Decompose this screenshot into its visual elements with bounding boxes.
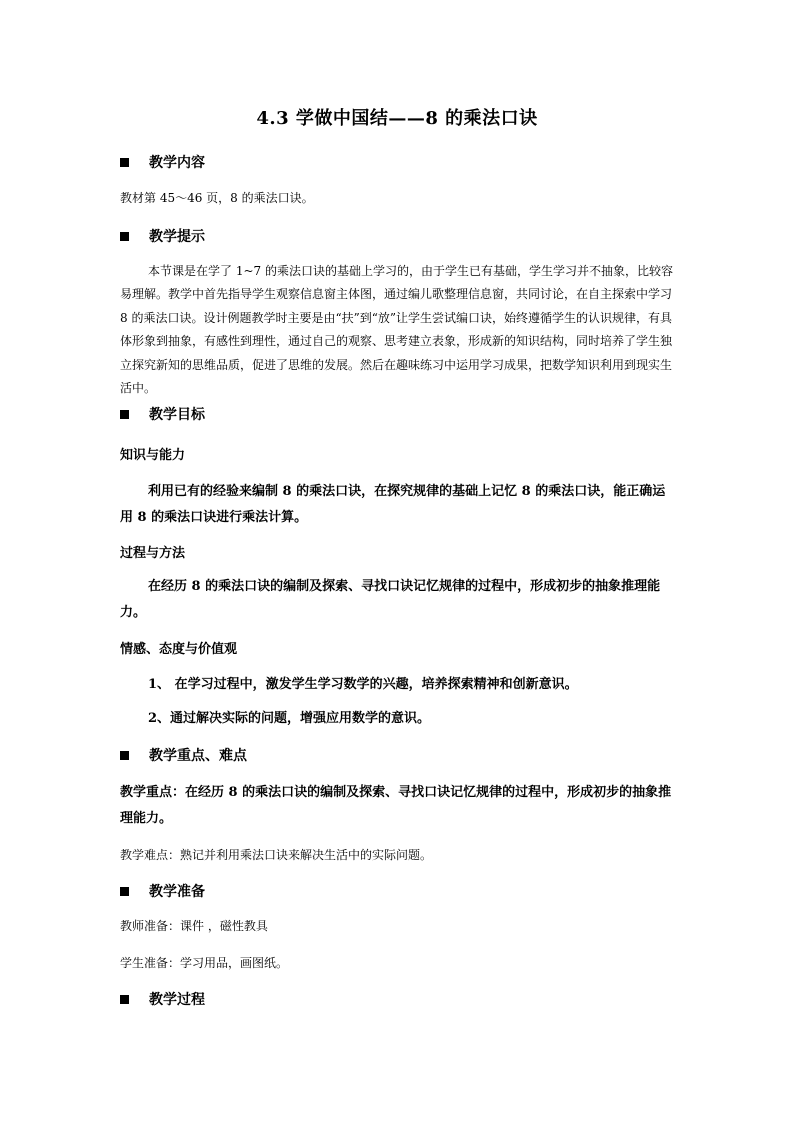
student-prep-text: 学生准备：学习用品，画图纸。	[120, 956, 289, 970]
teacher-prep-text: 教师准备：课件 ，磁性教具	[120, 919, 268, 933]
attitude-item-2: 2、通过解决实际的问题，增强应用数学的意识。	[148, 711, 431, 726]
section-heading-key-points	[120, 745, 247, 765]
page-title: 4.3 学做中国结——8 的乘法口诀	[256, 108, 538, 129]
process-label: 过程与方法	[120, 546, 186, 561]
knowledge-label: 知识与能力	[120, 448, 186, 463]
knowledge-text: 利用已有的经验来编制 8 的乘法口诀，在探究规律的基础上记忆 8 的乘法口诀，能正确运用 8 的乘法口诀进行乘法计算。	[120, 484, 666, 525]
bullet-square-icon	[120, 232, 129, 241]
key-point-text: 教学重点：在经历 8 的乘法口诀的编制及探索、寻找口诀记忆规律的过程中，形成初步的抽象推理能力。	[120, 785, 672, 826]
attitude-label: 情感、态度与价值观	[120, 642, 238, 657]
section-heading-content	[120, 152, 205, 172]
section-heading-prep	[120, 881, 205, 901]
section-heading-hints	[120, 226, 205, 246]
section-heading-label: 教学重点、难点	[149, 748, 247, 764]
difficult-point-text: 教学难点：熟记并利用乘法口诀来解决生活中的实际问题。	[120, 848, 433, 862]
section-heading-goals	[120, 404, 205, 424]
section-heading-label: 教学过程	[149, 992, 205, 1008]
section-heading-label: 教学目标	[149, 407, 205, 423]
bullet-square-icon	[120, 995, 129, 1004]
bullet-square-icon	[120, 751, 129, 760]
process-text: 在经历 8 的乘法口诀的编制及探索、寻找口诀记忆规律的过程中，形成初步的抽象推理能力。	[120, 579, 661, 620]
section-heading-label: 教学提示	[149, 229, 205, 245]
bullet-square-icon	[120, 158, 129, 167]
attitude-item-1: 1、 在学习过程中，激发学生学习数学的兴趣，培养探索精神和创新意识。	[148, 677, 578, 692]
bullet-square-icon	[120, 887, 129, 896]
section-heading-label: 教学内容	[149, 155, 205, 171]
bullet-square-icon	[120, 410, 129, 419]
hints-text: 本节课是在学了 1~7 的乘法口诀的基础上学习的，由于学生已有基础，学生学习并不抽象，比较容易理解。教学中首先指导学生观察信息窗主体图，通过编儿歌整理信息窗，共同讨论，在自主探索中学习 8 的乘法口诀。设计例题教学时主要是由“扶”到“放”让学生尝试编口诀，始终遵循学生的认识规律，有具体形象到抽象，有感性到理性，通过自己的观察、思考建立表象，形成新的知识结构，同时培养了学生独立探究新知的思维品质，促进了思维的发展。然后在趣味练习中运用学习成果，把数学知识利用到现实生活中。	[120, 264, 673, 396]
content-text: 教材第 45～46 页，8 的乘法口诀。	[120, 191, 314, 205]
section-heading-process	[120, 989, 205, 1009]
section-heading-label: 教学准备	[149, 884, 205, 900]
